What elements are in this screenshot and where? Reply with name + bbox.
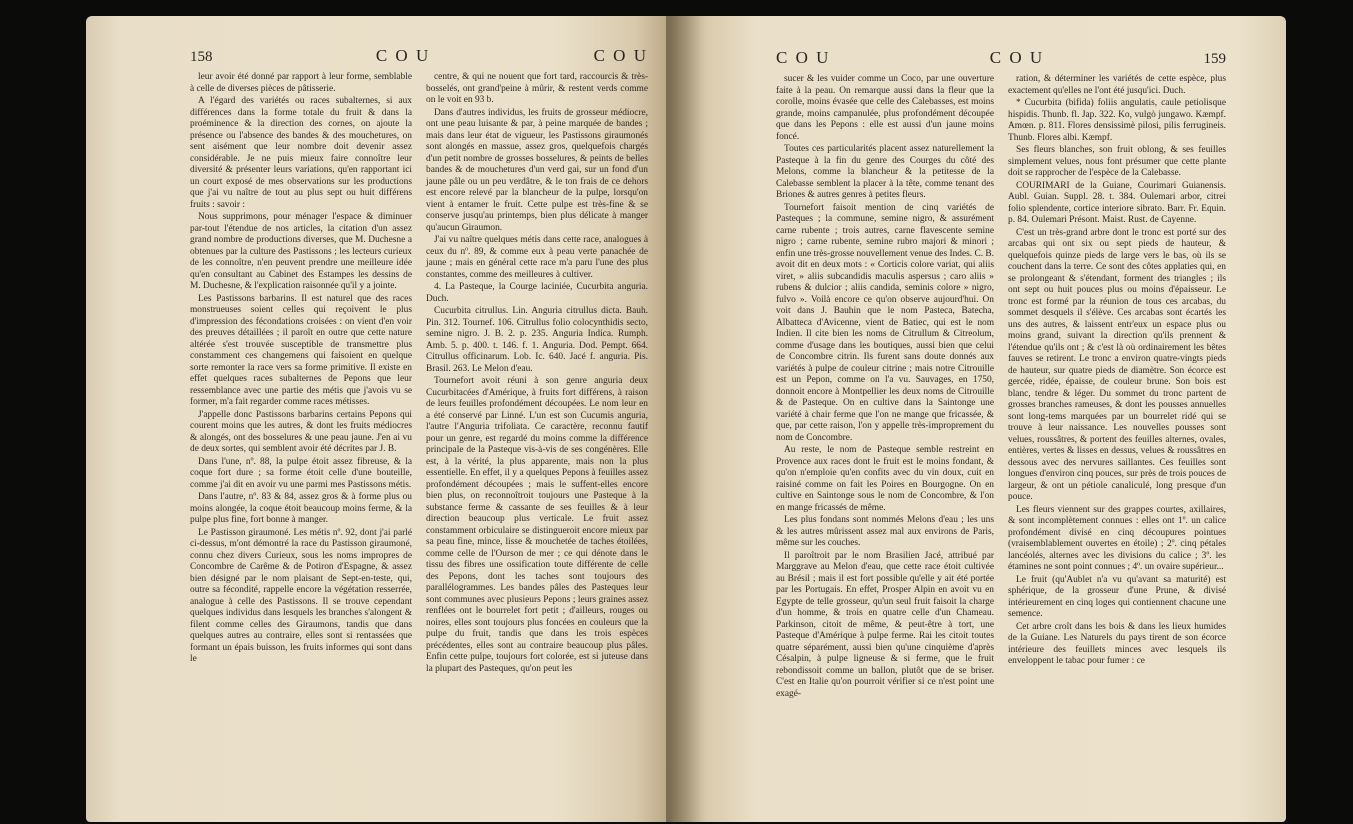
paragraph: J'appelle donc Pastissons barbarins certains Pepons qui courent moins que les autres, & dont les fruits médiocres & alongés, ont des bosselures & une peau jaune. J'en ai vu de deux sortes, qui semblent avoir été décrites par J. B. [190, 409, 412, 454]
page-number-left: 158 [190, 49, 213, 65]
paragraph: Les plus fondans sont nommés Melons d'eau ; les uns & les autres mûrissent assez mal aux environs de Paris, même sur les couches. [776, 515, 994, 548]
paragraph: * Cucurbita (bifida) foliis angulatis, caule petiolisque hispidis. Thunb. fl. Jap. 322. Ko, vulgò jungawo. Kæmpf. Amœn. p. 811. Flores densissimè pilosi, pilis ferrugineis. Thunb. Flores albi. Kæmpf. [1008, 98, 1226, 143]
paragraph: Les Pastissons barbarins. Il est naturel que des races monstrueuses soient celles qui reçoivent le plus d'impression des fécondations croisées : on vient d'en voir des preuves détaillées ; il paroît en outre que cette nature altérée s'est trouvée susceptible de transmettre plus constamment ces changemens qui faisoient en quelque sorte remonter la race vers sa forme primitive. Il existe en effet quelques races subalternes de Pepons que leur ressemblance avec une partie des métis que j'avois vu se former, m'a fait regarder comme races métisses. [190, 293, 412, 407]
running-head-right: C O U [989, 48, 1045, 67]
page-number-right: 159 [1203, 51, 1226, 67]
paragraph: Dans l'une, nº. 88, la pulpe étoit assez fibreuse, & la coque fort dure ; sa forme étoit celle d'une bouteille, comme j'ai dit en avoir vu une parmi mes Pastissons métis. [190, 456, 412, 490]
paragraph: Il paroîtroit par le nom Brasilien Jacé, attribué par Marggrave au Melon d'eau, que cette race étoit cultivée au Brésil ; mais il est fort possible qu'elle y ait été portée par les Portugais. En effet, Prosper Alpin en avoit vu en Egypte de telle grosseur, qu'un seul fruit faisoit la charge d'un homme, & trois en quatre celle d'un Chameau. Parkinson, citoit de même, & peut-être à tort, une Pasteque d'Amérique à pulpe ferme. Rai les citoit toutes quatre séparément, aussi bien qu'une cinquième d'après Césalpin, à pulpe ligneuse & si ferme, que le fruit rebondissoit comme un ballon, plutôt que de se briser. C'est en Italie qu'on pourroit vérifier si ce n'est point une exagé- [776, 550, 994, 699]
paragraph: Les fleurs viennent sur des grappes courtes, axillaires, & sont incomplètement connues : elles ont 1º. un calice profondément divisé en cinq découpures pointues (vraisemblablement ouvertes en étoile) ; 2º. cinq pétales lancéolés, alternes avec les divisions du calice ; 3º. les étamines ne sont point connues ; 4º. un ovaire supérieur... [1008, 504, 1226, 572]
paragraph: Nous supprimons, pour ménager l'espace & diminuer par-tout l'étendue de nos articles, la citation d'un assez grand nombre de productions diverses, que M. Duchesne a obtenues par la culture des Pastissons ; les lecteurs curieux de les connoître, n'en peuvent prendre une meilleure idée qu'en consultant au Cabinet des Estampes les dessins de M. Duchesne, & l'explication raisonnée qu'il y a jointe. [190, 212, 412, 291]
paragraph: Le fruit (qu'Aublet n'a vu qu'avant sa maturité) est sphérique, de la grosseur d'une Prune, & divisé intérieurement en cinq loges qui contiennent chacune une semence. [1008, 574, 1226, 619]
paragraph: centre, & qui ne nouent que fort tard, raccourcis & très-bosselés, ont grand'peine à mûrir, & restent verds comme on le voit en 93 b. [426, 72, 648, 105]
paragraph: Tournefort faisoit mention de cinq variétés de Pasteques ; la commune, semine nigro, & assurément carne rubente ; trois autres, carne flavescente semine nigro ; carne rubente, semine rubro majori & minori ; enfin une très-grosse nouvellement venue des Indes. C. B. avoit dit en deux mots : « Corticis colore variat, qui aliis viret, » aliis subcandidis maculis aspersus ; caro aliis » rubens & dulcior ; aliis candida, seminis colore » nigro, fulvo ». Voilà encore ce qu'on observe aujourd'hui. On voit dans J. Bauhin que le nom Pasteca, Batecha, Albatteca d'Avicenne, vient de Batiec, qui est le nom Indien. Il cite bien les noms de Citrullum & Citreolum, comme d'usage dans les boutiques, aussi bien que celui de Concombre citrin. Ils furent sans doute donnés aux variétés à pulpe de couleur citrine ; mais notre Citrouille est un Pepon, comme on l'a vu. Sauvages, en 1750, donnoit encore à Montpellier les deux noms de Citrouille & de Pasteque. On en cultive dans la Saintonge une variété à chair ferme que l'on ne mange que fricassée, & que, par cette raison, l'on y appelle très-improprement du nom de Concombre. [776, 202, 994, 443]
right-page-header [776, 48, 1226, 68]
running-head-left: C O U [776, 48, 831, 67]
left-page-header [190, 46, 648, 66]
paragraph: Tournefort avoit réuni à son genre anguria deux Cucurbitacées d'Amérique, à fruits fort différens, à raison de leurs feuilles profondément découpées. Le nom leur en a été conservé par Linné. L'un est son Cucumis anguria, l'autre l'Anguria trifoliata. Ce caractère, reconnu fautif pour un genre, est regardé du moins comme la différence principale de la Pasteque vis-à-vis de ses congénères. Elle est, à la vérité, la plus apparente, mais non la plus essentielle. En effet, il y a quelques Pepons à feuilles assez profondément découpées ; mais le suffent-elles encore bien plus, on reconnoîtroit toujours une Pasteque à la substance ferme & cassante de ses feuilles & à leur direction beaucoup plus verticale. Le fruit assez constamment orbiculaire se distingueroit encore mieux par sa peau fine, mince, lisse & mouchetée de taches étoilées, comme celle de l'Ourson de mer ; ce qui dénote dans le tissu des fibres une ossification toute différente de celle des Pepons, dont les taches sont toujours des parallélogrammes. Les bandes pâles des Pasteques leur sont communes avec plusieurs Pepons ; leurs graines assez renflées ont le bourrelet fort petit ; d'ailleurs, rouges ou noires, elles sont toujours plus foncées en couleurs que la pulpe du fruit, tandis que dans les trois espèces précédentes, elles sont au contraire beaucoup plus pâles. Enfin cette pulpe, toujours fort colorée, est si juteuse dans la plupart des Pasteques, qu'on peut les [426, 376, 648, 674]
paragraph: Toutes ces particularités placent assez naturellement la Pasteque à la fin du genre des Courges du côté des Melons, comme la blancheur & la petitesse de la Calebasse semblent la placer à la tête, comme tenant des Briones & autres genres à petites fleurs. [776, 144, 994, 200]
left-column-1 [190, 72, 412, 676]
running-head-right: C O U [593, 46, 648, 65]
right-column-2 [1008, 74, 1226, 701]
right-page [670, 16, 1286, 822]
paragraph: 4. La Pasteque, la Courge laciniée, Cucurbita anguria. Duch. [426, 282, 648, 304]
paragraph: Au reste, le nom de Pasteque semble restreint en Provence aux races dont le fruit est le moins fondant, & qu'on n'emploie qu'en confits avec du vin doux, cuit en raisiné comme on fait les Poires en Bourgogne. On en cultive en Saintonge sous le nom de Concombre, & l'on en mange fricassés de même. [776, 445, 994, 513]
paragraph: J'ai vu naître quelques métis dans cette race, analogues à ceux du nº. 89, & comme eux à peau verte panachée de jaune ; mais en général cette race m'a paru l'une des plus constantes, comme des meilleures à cultiver. [426, 235, 648, 280]
paragraph: Dans l'autre, nº. 83 & 84, assez gros & à forme plus ou moins alongée, la coque étoit beaucoup moins ferme, & la pulpe plus fine, fort bonne à manger. [190, 492, 412, 525]
paragraph: A l'égard des variétés ou races subalternes, si aux différences dans la forme totale du fruit & dans la proéminence & la direction des cornes, on ajoute la présence ou l'absence des bandes & des mouchetures, on sent aisément que leur nombre doit devenir assez considérable. Je ne puis mieux faire connoître leur diversité & présenter leurs variations, qu'en rapportant ici un court exposé de mes observations sur les productions que j'ai vu naître de tout au plus sept ou huit différens fruits : savoir : [190, 96, 412, 210]
paragraph: Ses fleurs blanches, son fruit oblong, & ses feuilles simplement velues, nous font présumer que cette plante doit se rapprocher de l'espèce de la Calebasse. [1008, 145, 1226, 178]
open-book [86, 16, 1286, 822]
paragraph: Cucurbita citrullus. Lin. Anguria citrullus dicta. Bauh. Pin. 312. Tournef. 106. Citrullus folio colocynthidis secto, semine nigro. J. B. 2. p. 235. Anguria Indica. Rumph. Amb. 5. p. 400. t. 146. f. 1. Anguria. Dod. Pempt. 664. Citrullus officinarum. Lob. Ic. 640. Jacé f. anguria. Pis. Brasil. 263. Le Melon d'eau. [426, 306, 648, 374]
left-column-2 [426, 72, 648, 676]
left-page-columns [190, 72, 648, 676]
paragraph: leur avoir été donné par rapport à leur forme, semblable à celle de diverses pièces de pâtisserie. [190, 72, 412, 94]
paragraph: Cet arbre croît dans les bois & dans les lieux humides de la Guiane. Les Naturels du pays tirent de son écorce intérieure des feuillets minces avec lesquels ils enveloppent le tabac pour fumer : ce [1008, 621, 1226, 666]
left-page [86, 16, 670, 822]
right-page-columns [776, 74, 1226, 701]
paragraph: Le Pastisson giraumoné. Les métis nº. 92, dont j'ai parlé ci-dessus, m'ont démontré la race du Pastisson giraumoné, connu chez divers Curieux, sous les noms impropres de Concombre de Carême & de Potiron d'Espagne, & assez bien désigné par le nom plaisant de Sept-en-teste, qui, outre sa fécondité, rappelle encore la végétation resserrée, analogue à celle des Pastissons. Il se trouve cependant quelques individus dans lesquels les branches s'alongent & filent comme celles des Giraumons, tandis que dans quelques autres au contraire, elles sont si rentassées que formant un épais buisson, les fruits informes qui sont dans le [190, 527, 412, 664]
running-head-left: C O U [375, 46, 431, 65]
paragraph: sucer & les vuider comme un Coco, par une ouverture faite à la peau. On remarque aussi dans la fleur que la corolle, moins évasée que celle des Calebasses, est moins grande, moins campanulée, plus profondément découpée que dans les Pepons : elle est aussi d'un jaune moins foncé. [776, 74, 994, 142]
paragraph: ration, & déterminer les variétés de cette espèce, plus exactement qu'elles ne l'ont été jusqu'ici. Duch. [1008, 74, 1226, 96]
right-column-1 [776, 74, 994, 701]
paragraph: COURIMARI de la Guiane, Courimari Guianensis. Aubl. Guian. Suppl. 28. t. 384. Oulemari arbor, citrei folio splendente, cortice interiore sibrato. Barr. Fr. Equin. p. 84. Oulemari Présont. Maist. Rust. de Cayenne. [1008, 180, 1226, 225]
paragraph: C'est un très-grand arbre dont le tronc est porté sur des arcabas qui ont six ou sept pieds de hauteur, & quelquefois quinze pieds de large vers le bas, où ils se couchent dans la terre. Ce sont des côtes applaties qui, en se prolongeant & s'étendant, forment des triangles ; ils ont sept ou huit pouces plus ou moins d'épaisseur. Le tronc est formé par la réunion de tous ces arcabas, du sommet desquels il s'élève. Ces arcabas sont écartés les uns des autres, & laissent entr'eux un espace plus ou moins grand, suivant la direction qu'ils prennent & l'étendue qu'ils ont ; & c'est là où ordinairement les bêtes fauves se retirent. Le tronc a environ quatre-vingts pieds de hauteur, sur quatre pieds de diamètre. Son écorce est gercée, ridée, épaisse, de couleur brune. Son bois est blanc, tendre & léger. Du sommet du tronc partent de grosses branches rameuses, & dont les pousses annuelles sont long-tems marquées par un bourrelet ridé qui se trouve à leur naissance. Les nouvelles pousses sont velues, roussâtres, & portent des feuilles alternes, ovales, entières, vertes & lisses en dessus, velues & roussâtres en dessous avec des nervures saillantes. Ces feuilles sont longues d'environ cinq pouces, sur près de trois pouces de largeur, & ont un pétiole canaliculé, long presque d'un pouce. [1008, 227, 1226, 502]
paragraph: Dans d'autres individus, les fruits de grosseur médiocre, ont une peau luisante & par, à peine marquée de bandes ; mais dans leur état de vigueur, les Pastissons giraumonés sont alongés en massue, assez gros, quelquefois chargés d'un petit nombre de grosses bosselures, & peints de belles bandes & de mouchetures d'un verd gai, sur un fond d'un jaune pâle ou un peu verdâtre, & le ton frais de ce dehors est encore relevé par la blancheur de la pulpe, lorsqu'on vient à entamer le fruit. Cette pulpe est très-fine & se conserve jusqu'au printemps, bien plus délicate à manger qu'aucun Giraumon. [426, 107, 648, 233]
